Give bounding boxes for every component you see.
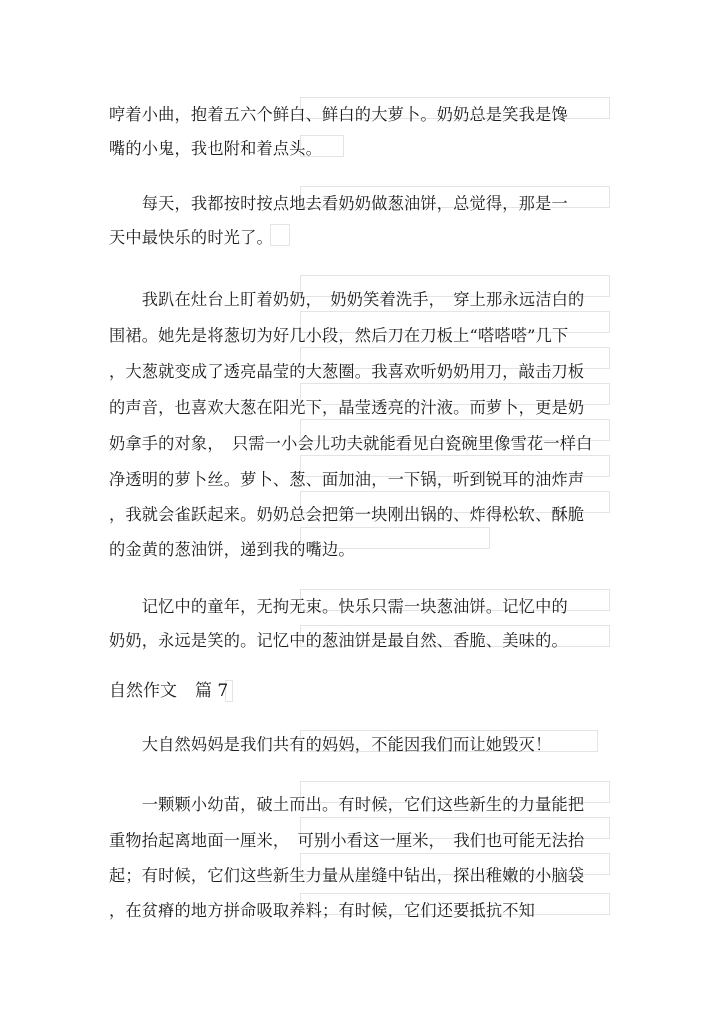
section-number: 篇 7 — [195, 681, 229, 701]
text-line: 嘴的小鬼，我也附和着点头。 — [109, 139, 323, 158]
text-line: 大自然妈妈是我们共有的妈妈，不能因我们而让她毁灭！ — [109, 735, 552, 754]
text-line: ，大葱就变成了透亮晶莹的大葱圈。我喜欢听奶奶用刀，敲击刀板 — [109, 362, 585, 381]
text-line: 奶拿手的对象， 只需一小会儿功夫就能看见白瓷碗里像雪花一样白 — [109, 434, 593, 453]
line-frame — [270, 224, 290, 246]
text-line: 一颗颗小幼苗，破土而出。有时候，它们这些新生的力量能把 — [109, 795, 585, 814]
text-line: 记忆中的童年，无拘无束。快乐只需一块葱油饼。记忆中的 — [109, 597, 568, 616]
text-line: 起；有时候，它们这些新生力量从崖缝中钻出，探出稚嫩的小脑袋 — [109, 866, 585, 885]
text-line: 的声音，也喜欢大葱在阳光下，晶莹透亮的汁液。而萝卜，更是奶 — [109, 398, 585, 417]
text-line: 我趴在灶台上盯着奶奶， 奶奶笑着洗手， 穿上那永远洁白的 — [109, 290, 585, 309]
text-line: 奶奶，永远是笑的。记忆中的葱油饼是最自然、香脆、美味的。 — [109, 631, 568, 650]
text-line: ，在贫瘠的地方拼命吸取养料；有时候，它们还要抵抗不知 — [109, 901, 536, 920]
text-line: 天中最快乐的时光了。 — [109, 228, 273, 247]
text-line: ，我就会雀跃起来。奶奶总会把第一块刚出锅的、炸得松软、酥脆 — [109, 505, 585, 524]
text-line: 重物抬起离地面一厘米， 可别小看这一厘米， 我们也可能无法抬 — [109, 831, 585, 850]
text-line: 净透明的萝卜丝。萝卜、葱、面加油，一下锅，听到锐耳的油炸声 — [109, 470, 585, 489]
text-line: 围裙。她先是将葱切为好几小段，然后刀在刀板上“嗒嗒嗒”几下 — [109, 326, 569, 345]
text-line: 的金黄的葱油饼，递到我的嘴边。 — [109, 540, 355, 559]
section-heading — [109, 673, 228, 709]
text-line: 每天，我都按时按点地去看奶奶做葱油饼，总觉得，那是一 — [109, 194, 568, 213]
section-title: 自然作文 — [109, 681, 177, 701]
text-line: 哼着小曲，抱着五六个鲜白、鲜白的大萝卜。奶奶总是笑我是馋 — [109, 105, 568, 124]
